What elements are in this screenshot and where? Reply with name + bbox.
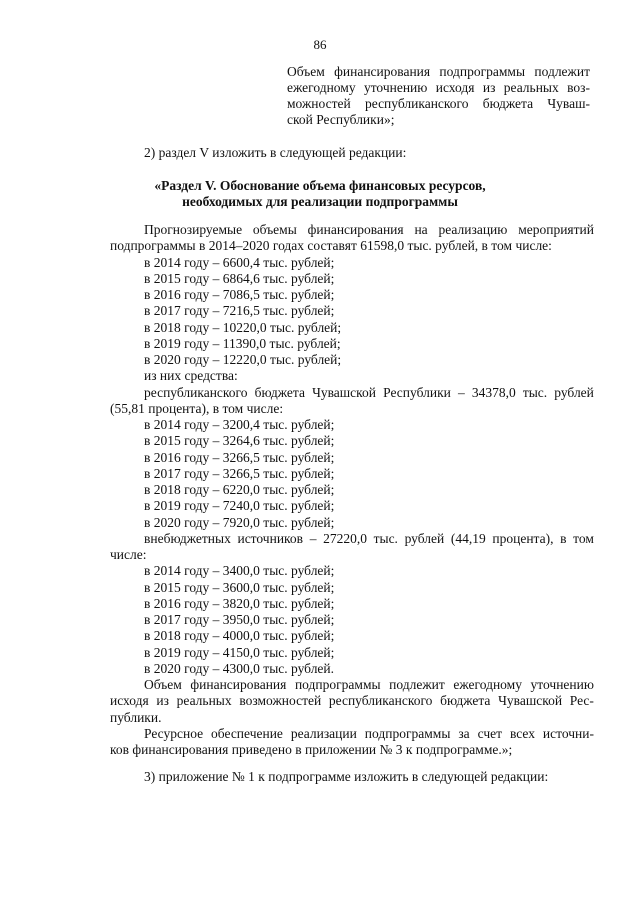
resource-line-2: ков финансирования приведено в приложении № 3 к подпрограмме.»;: [110, 742, 513, 757]
republican-year-2017: в 2017 году – 3266,5 тыс. рублей;: [144, 465, 335, 481]
word: реальных: [176, 693, 232, 709]
word: подпрограммы: [439, 64, 526, 79]
word: подлежит: [389, 677, 445, 692]
word: подлежит: [534, 64, 590, 79]
forecast-year-2020: в 2020 году – 12220,0 тыс. рублей;: [144, 352, 342, 367]
forecast-line-2: подпрограммы в 2014–2020 годах составят 61598,0 тыс. рублей, в том числе:: [110, 238, 552, 254]
word: объемы: [252, 222, 297, 237]
word: Чувашской: [498, 693, 563, 709]
word: возможностей: [239, 693, 322, 709]
extrabudget-line-2: числе:: [110, 547, 147, 562]
word: Рес-: [569, 693, 594, 709]
word: республиканского: [364, 96, 469, 111]
word: финансирования: [334, 64, 431, 79]
word: Республики: [383, 384, 451, 400]
republican-year-2019: в 2019 году – 7240,0 тыс. рублей;: [144, 498, 335, 514]
word: финансирования: [190, 677, 287, 692]
extrabudget-line-1: [110, 531, 594, 547]
volume-line-3: публики.: [110, 709, 162, 725]
word: можностей: [287, 96, 351, 111]
of-which-label: из них средства:: [144, 368, 238, 384]
word: Чуваш-: [547, 96, 590, 111]
section-body: [110, 222, 594, 758]
word: Ресурсное: [144, 725, 204, 741]
word: подпрограммы: [294, 677, 381, 692]
forecast-year-2017: в 2017 году – 7216,5 тыс. рублей;: [144, 303, 335, 319]
word: подпрограммы: [364, 725, 451, 741]
word: уточнению: [530, 677, 594, 692]
intro-paragraph: [287, 64, 590, 128]
word: счет: [477, 725, 503, 741]
word: Объем: [287, 64, 325, 79]
republican-year-2016: в 2016 году – 3266,5 тыс. рублей;: [144, 449, 335, 465]
word: воз-: [567, 80, 590, 95]
extrabudget-year-2018: в 2018 году – 4000,0 тыс. рублей;: [144, 628, 335, 644]
word: внебюджетных: [144, 530, 231, 546]
republican-year-2018: в 2018 году – 6220,0 тыс. рублей;: [144, 482, 335, 497]
instruction-appendix-1: 3) приложение № 1 к подпрограмме изложить в следующей редакции:: [144, 769, 549, 784]
word: 27220,0: [323, 530, 367, 546]
word: бюджета: [254, 384, 305, 400]
word: исходя: [110, 693, 149, 709]
word: ежегодному: [287, 80, 356, 95]
section-heading: [0, 178, 640, 210]
word: бюджета: [440, 693, 491, 709]
resource-line-1: [110, 726, 594, 742]
extrabudget-year-2014: в 2014 году – 3400,0 тыс. рублей;: [144, 563, 335, 579]
extrabudget-year-2017: в 2017 году – 3950,0 тыс. рублей;: [144, 612, 335, 627]
word: тыс.: [522, 384, 548, 400]
word: (44,19: [450, 530, 486, 546]
word: том: [573, 530, 594, 546]
intro-line-3: [287, 96, 590, 112]
republican-year-2015: в 2015 году – 3264,6 тыс. рублей;: [144, 433, 335, 449]
word: Прогнозируемые: [144, 222, 243, 237]
word: процента),: [492, 530, 554, 546]
republican-line-1: [110, 385, 594, 401]
extrabudget-year-2015: в 2015 году – 3600,0 тыс. рублей;: [144, 579, 335, 595]
word: всех: [509, 725, 535, 741]
word: уточнению: [363, 80, 428, 95]
forecast-year-2016: в 2016 году – 7086,5 тыс. рублей;: [144, 287, 335, 302]
intro-line-2: [287, 80, 590, 96]
page-number: 86: [313, 37, 327, 52]
word: в: [560, 530, 567, 546]
word: ежегодному: [453, 677, 522, 692]
forecast-line-1: [110, 222, 594, 238]
word: –: [309, 530, 317, 546]
instruction-section-v: 2) раздел V изложить в следующей редакции:: [144, 145, 407, 160]
republican-year-2020: в 2020 году – 7920,0 тыс. рублей;: [144, 514, 335, 530]
word: рублей: [404, 530, 445, 546]
republican-line-2: (55,81 процента), в том числе:: [110, 400, 284, 416]
word: за: [458, 725, 470, 741]
word: на: [414, 222, 428, 237]
volume-line-1: [110, 677, 594, 693]
word: источни-: [542, 725, 594, 741]
extrabudget-year-2019: в 2019 году – 4150,0 тыс. рублей;: [144, 644, 335, 660]
word: из: [156, 693, 169, 709]
word: 34378,0: [471, 384, 516, 400]
word: финансирования: [307, 222, 404, 237]
word: –: [457, 384, 465, 400]
forecast-year-2018: в 2018 году – 10220,0 тыс. рублей;: [144, 319, 342, 335]
word: республиканского: [144, 384, 248, 400]
republican-year-2014: в 2014 году – 3200,4 тыс. рублей;: [144, 417, 335, 432]
forecast-year-2019: в 2019 году – 11390,0 тыс. рублей;: [144, 335, 341, 351]
word: республиканского: [328, 693, 433, 709]
volume-line-2: [110, 693, 594, 709]
word: рублей: [554, 384, 594, 400]
word: бюджета: [482, 96, 534, 111]
word: тыс.: [373, 530, 398, 546]
intro-line-4: ской Республики»;: [287, 112, 395, 127]
word: реальных: [503, 80, 559, 95]
word: реализации: [290, 725, 357, 741]
word: исходя: [435, 80, 475, 95]
extrabudget-year-2020: в 2020 году – 4300,0 тыс. рублей.: [144, 660, 335, 676]
word: мероприятий: [518, 222, 594, 237]
intro-line-1: [287, 64, 590, 80]
extrabudget-year-2016: в 2016 году – 3820,0 тыс. рублей;: [144, 595, 335, 611]
section-heading-line-2: необходимых для реализации подпрограммы: [182, 194, 458, 209]
word: Чувашской: [312, 384, 377, 400]
forecast-year-2014: в 2014 году – 6600,4 тыс. рублей;: [144, 254, 335, 270]
forecast-year-2015: в 2015 году – 6864,6 тыс. рублей;: [144, 270, 335, 286]
word: реализацию: [438, 222, 508, 237]
word: Объем: [144, 677, 182, 692]
word: обеспечение: [211, 725, 283, 741]
word: из: [482, 80, 496, 95]
word: источников: [237, 530, 304, 546]
section-heading-line-1: «Раздел V. Обоснование объема финансовых ресурсов,: [154, 178, 486, 193]
